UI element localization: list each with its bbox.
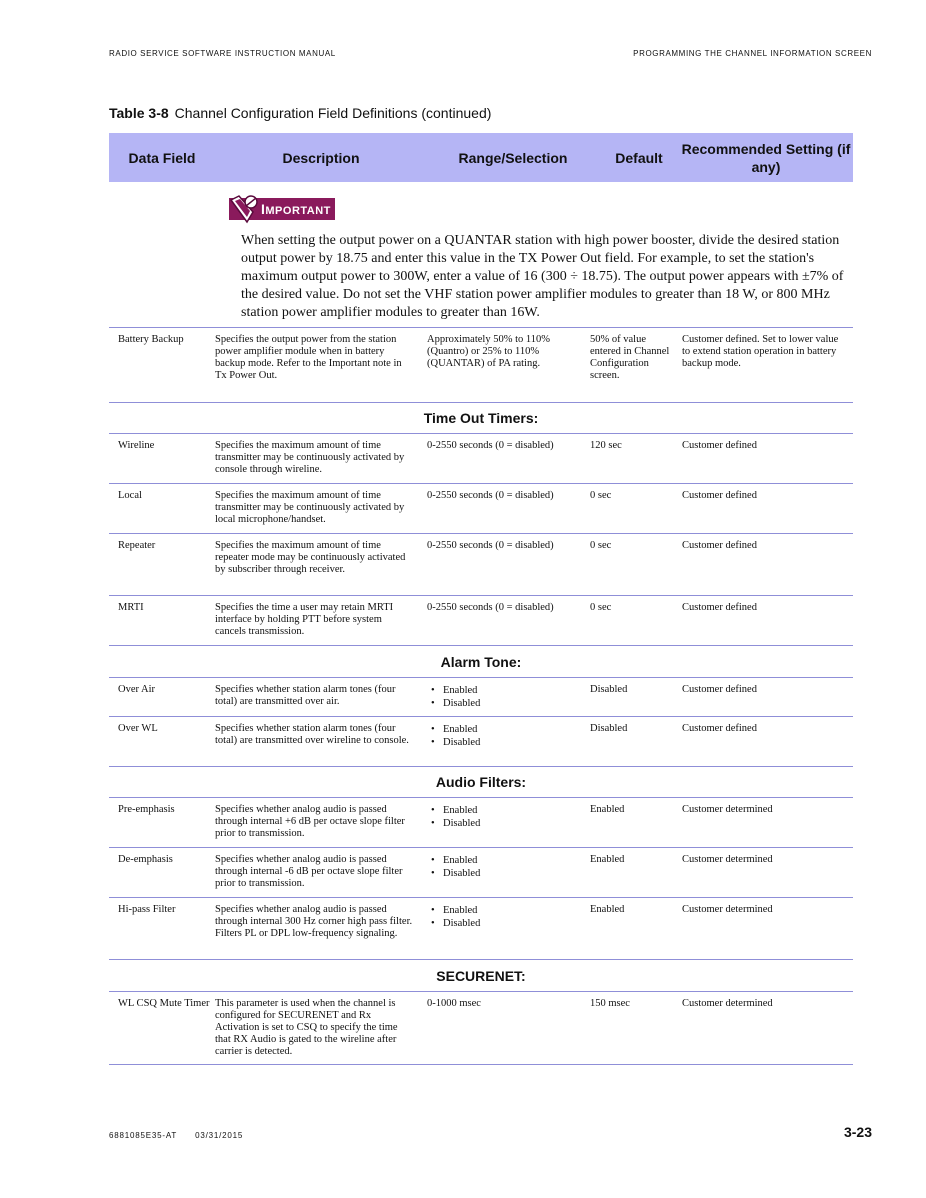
cell-range: Approximately 50% to 110% (Quantro) or 25% to 110% (QUANTAR) of PA rating. xyxy=(427,334,550,369)
cell-options xyxy=(427,854,590,897)
important-label-rest: MPORTANT xyxy=(265,205,331,217)
cell-default: Enabled xyxy=(590,854,625,865)
cell-description: Specifies the maximum amount of time repeater mode may be continuously activated by subscriber through receiver. xyxy=(215,540,406,575)
cell-default: 50% of value entered in Channel Configuration screen. xyxy=(590,334,670,381)
table-row xyxy=(109,483,853,533)
cell-range: 0-2550 seconds (0 = disabled) xyxy=(427,440,554,451)
option-item: • Enabled xyxy=(427,904,584,917)
running-header xyxy=(109,49,872,58)
cell-options xyxy=(427,723,590,766)
cell-field: Over Air xyxy=(118,684,156,695)
cell-default: Disabled xyxy=(590,723,628,734)
important-text: When setting the output power on a QUANTAR station with high power booster, divide the desired station output power by 18.75 and enter this value in the TX Power Out field. For example, to set the station's maximum output power to 300W, enter a value of 16 (300 ÷ 18.75). The output power appears with ±7% of the desired value. Do not set the VHF station power amplifier modules to greater than 18 W, or 800 MHz station power amplifier modules to greater than 16W. xyxy=(241,233,844,320)
section-heading-alarm: Alarm Tone: xyxy=(109,645,853,677)
cell-field: MRTI xyxy=(118,602,144,613)
cell-description: Specifies whether station alarm tones (four total) are transmitted over air. xyxy=(215,684,396,707)
option-item: • Disabled xyxy=(427,817,584,830)
cell-field: De-emphasis xyxy=(118,854,173,865)
options-list xyxy=(427,684,584,710)
cell-recommended: Customer determined xyxy=(682,854,773,865)
table-row xyxy=(109,991,853,1065)
cell-description: Specifies the output power from the station power amplifier module when in battery backup mode. Refer to the Important note in Tx Power Out. xyxy=(215,334,402,381)
table-row xyxy=(109,595,853,645)
cell-recommended: Customer determined xyxy=(682,804,773,815)
column-header-field: Data Field xyxy=(128,149,196,166)
cell-default: 0 sec xyxy=(590,602,612,613)
cell-default: Enabled xyxy=(590,904,625,915)
table-row xyxy=(109,897,853,959)
options-list xyxy=(427,723,584,749)
options-list xyxy=(427,804,584,830)
table-title: Channel Configuration Field Definitions (continued) xyxy=(174,105,492,121)
cell-recommended: Customer defined xyxy=(682,490,757,501)
cell-options xyxy=(427,904,590,959)
footer-date: 03/31/2015 xyxy=(195,1131,244,1140)
footer-doc-number: 6881085E35-AT xyxy=(109,1131,178,1140)
cell-field: Over WL xyxy=(118,723,158,734)
important-heading xyxy=(229,194,851,224)
table-row xyxy=(109,797,853,847)
cell-description: Specifies whether analog audio is passed through internal 300 Hz corner high pass filter. Filters PL or DPL low-frequency signaling. xyxy=(215,904,413,939)
cell-range: 0-2550 seconds (0 = disabled) xyxy=(427,602,554,613)
column-header-default: Default xyxy=(615,149,663,166)
table-row xyxy=(109,533,853,595)
column-header-recommended: Recommended Setting (if any) xyxy=(681,140,851,175)
cell-field: Repeater xyxy=(118,540,156,551)
cell-description: Specifies whether analog audio is passed through internal +6 dB per octave slope filter prior to transmission. xyxy=(215,804,405,839)
option-item: • Disabled xyxy=(427,867,584,880)
cell-field: Local xyxy=(118,490,142,501)
cell-options xyxy=(427,684,590,716)
option-item: • Disabled xyxy=(427,917,584,930)
table-row xyxy=(109,677,853,716)
cell-recommended: Customer defined xyxy=(682,540,757,551)
cell-description: Specifies the maximum amount of time transmitter may be continuously activated by local microphone/handset. xyxy=(215,490,405,525)
options-list xyxy=(427,854,584,880)
cell-recommended: Customer defined xyxy=(682,684,757,695)
cell-default: 120 sec xyxy=(590,440,622,451)
cell-recommended: Customer defined xyxy=(682,440,757,451)
cell-field: Pre-emphasis xyxy=(118,804,175,815)
table-number: Table 3-8 xyxy=(109,105,169,121)
option-item: • Enabled xyxy=(427,854,584,867)
section-heading-timeout: Time Out Timers: xyxy=(109,402,853,433)
cell-range: 0-2550 seconds (0 = disabled) xyxy=(427,490,554,501)
cell-options xyxy=(427,804,590,847)
cell-range: 0-1000 msec xyxy=(427,998,481,1009)
option-item: • Disabled xyxy=(427,697,584,710)
cell-description: Specifies the maximum amount of time transmitter may be continuously activated by console through wireline. xyxy=(215,440,405,475)
cell-default: 0 sec xyxy=(590,540,612,551)
options-list xyxy=(427,904,584,930)
cell-description: Specifies whether analog audio is passed through internal -6 dB per octave slope filter prior to transmission. xyxy=(215,854,403,889)
section-heading-audio: Audio Filters: xyxy=(109,766,853,797)
cell-recommended: Customer defined xyxy=(682,723,757,734)
option-item: • Disabled xyxy=(427,736,584,749)
option-item: • Enabled xyxy=(427,684,584,697)
option-item: • Enabled xyxy=(427,804,584,817)
table-row xyxy=(109,327,853,402)
cell-default: Enabled xyxy=(590,804,625,815)
cell-default: Disabled xyxy=(590,684,628,695)
page-number: 3-23 xyxy=(843,1124,872,1140)
cell-recommended: Customer defined xyxy=(682,602,757,613)
important-label: IMPORTANT xyxy=(229,198,335,220)
cell-description: Specifies the time a user may retain MRTI interface by holding PTT before system cancels transmission. xyxy=(215,602,394,637)
cell-recommended: Customer determined xyxy=(682,998,773,1009)
cell-field: Wireline xyxy=(118,440,155,451)
important-note xyxy=(229,194,851,322)
cell-description: Specifies whether station alarm tones (four total) are transmitted over wireline to console. xyxy=(215,723,409,746)
column-header-range: Range/Selection xyxy=(458,149,568,166)
header-manual-title: RADIO SERVICE SOFTWARE INSTRUCTION MANUAL xyxy=(109,49,336,58)
important-pointer-icon xyxy=(229,194,263,224)
cell-range: 0-2550 seconds (0 = disabled) xyxy=(427,540,554,551)
cell-field: Battery Backup xyxy=(118,334,184,345)
table-row xyxy=(109,433,853,483)
cell-field: Hi-pass Filter xyxy=(118,904,176,915)
table-caption xyxy=(109,105,491,121)
definitions-table xyxy=(109,327,853,1065)
cell-default: 150 msec xyxy=(590,998,630,1009)
column-header-description: Description xyxy=(282,149,360,166)
option-item: • Enabled xyxy=(427,723,584,736)
table-header xyxy=(109,133,853,182)
header-section-title: PROGRAMMING THE CHANNEL INFORMATION SCREEN xyxy=(633,49,872,58)
cell-recommended: Customer determined xyxy=(682,904,773,915)
cell-default: 0 sec xyxy=(590,490,612,501)
table-row xyxy=(109,847,853,897)
cell-field: WL CSQ Mute Timer xyxy=(118,998,210,1009)
footer-doc-info xyxy=(109,1131,261,1140)
section-heading-securenet: SECURENET: xyxy=(109,959,853,991)
cell-recommended: Customer defined. Set to lower value to extend station operation in battery backup mode. xyxy=(682,334,839,369)
table-row xyxy=(109,716,853,766)
cell-description: This parameter is used when the channel is configured for SECURENET and Rx Activation is set to CSQ to specify the time that RX Audio is gated to the wireline after carrier is detected. xyxy=(215,998,398,1057)
